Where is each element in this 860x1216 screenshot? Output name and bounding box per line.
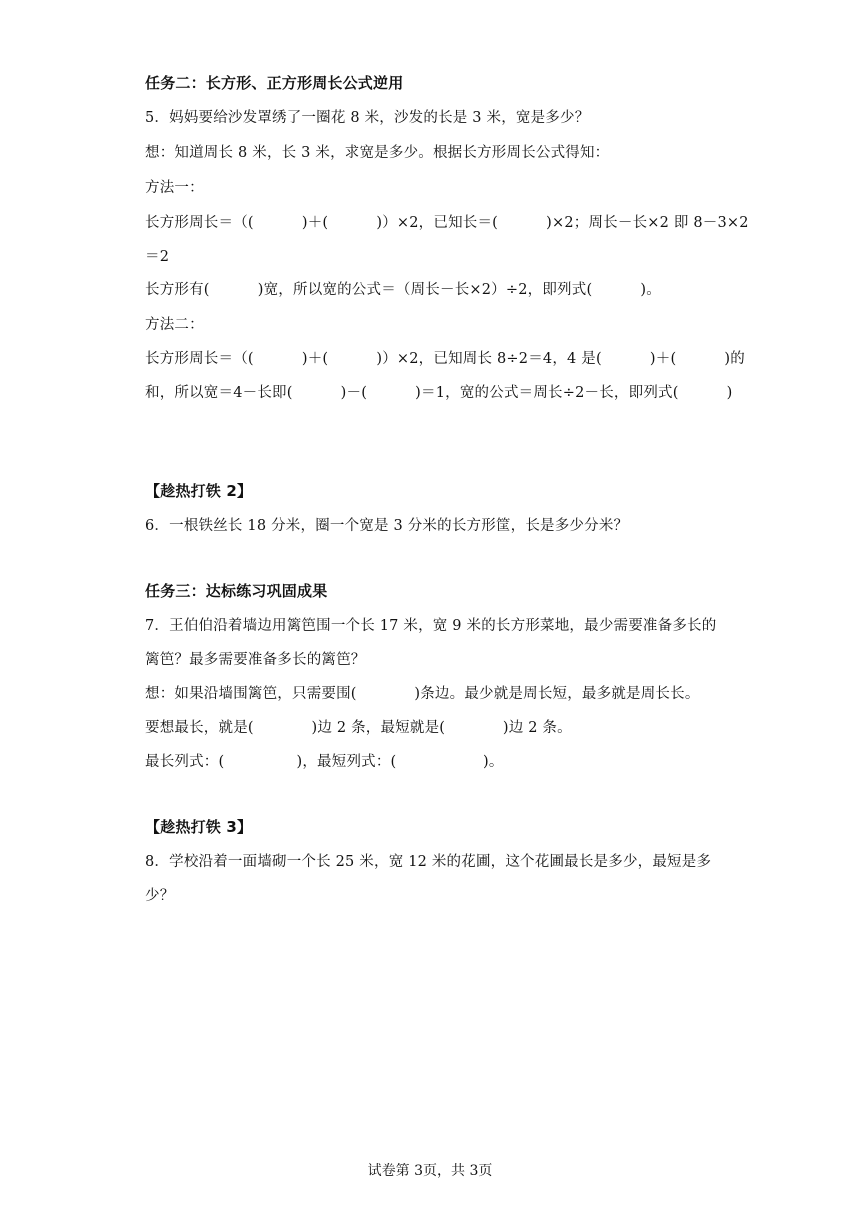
method-1-line-1: 长方形周长＝（( )＋( )）×2，已知长＝( )×2；周长－长×2 即 8－3×2 (145, 215, 749, 231)
question-7-line-2: 篱笆？最多需要准备多长的篱笆？ (145, 652, 366, 668)
task2-heading: 任务二：长方形、正方形周长公式逆用 (145, 74, 404, 92)
method-2-line-2: 和，所以宽＝4－长即( )－( )＝1，宽的公式＝周长÷2－长，即列式( ) (145, 385, 733, 401)
question-7-line-1: 7．王伯伯沿着墙边用篱笆围一个长 17 米，宽 9 米的长方形菜地，最少需要准备多长的 (145, 618, 717, 634)
method-2-line-1: 长方形周长＝（( )＋( )）×2，已知周长 8÷2＝4，4 是( )＋( )的 (145, 351, 745, 367)
question-5: 5．妈妈要给沙发罩绣了一圈花 8 米，沙发的长是 3 米，宽是多少？ (145, 110, 590, 126)
question-8-line-2: 少？ (145, 888, 175, 904)
think-line-2: 要想最长，就是( )边 2 条，最短就是( )边 2 条。 (145, 720, 572, 736)
formula-line: 最长列式：( )，最短列式：( )。 (145, 754, 504, 770)
method-1-line-2: ＝2 (145, 249, 170, 265)
question-8-line-1: 8．学校沿着一面墙砌一个长 25 米，宽 12 米的花圃，这个花圃最长是多少，最短是多 (145, 854, 712, 870)
question-6: 6．一根铁丝长 18 分米，圈一个宽是 3 分米的长方形筐，长是多少分米？ (145, 518, 629, 534)
think-text: 想：知道周长 8 米，长 3 米，求宽是多少。根据长方形周长公式得知： (145, 145, 610, 161)
task3-heading: 任务三：达标练习巩固成果 (145, 582, 328, 600)
method-2-label: 方法二： (145, 317, 204, 333)
practice-3-heading: 【趁热打铁 3】 (145, 818, 253, 836)
method-1-label: 方法一： (145, 180, 204, 196)
practice-2-heading: 【趁热打铁 2】 (145, 482, 253, 500)
page-footer: 试卷第 3页，共 3页 (367, 1163, 493, 1179)
method-1-line-3: 长方形有( )宽，所以宽的公式＝（周长－长×2）÷2，即列式( )。 (145, 282, 661, 298)
think-line-1: 想：如果沿墙围篱笆，只需要围( )条边。最少就是周长短，最多就是周长长。 (145, 686, 700, 702)
